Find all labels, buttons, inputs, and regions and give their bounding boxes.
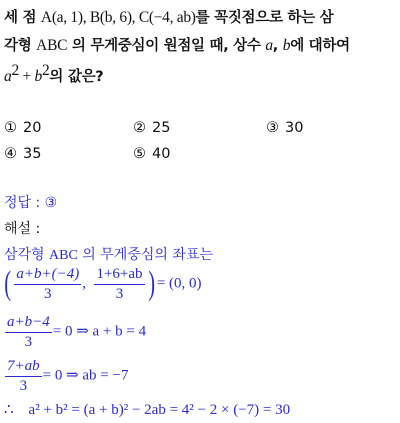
explain-label: 해설 : bbox=[4, 221, 41, 237]
question-text-2a: 각형 bbox=[4, 38, 37, 54]
therefore-symbol: ∴ bbox=[4, 402, 14, 418]
choice-4-value: 35 bbox=[23, 146, 42, 162]
var-a: a bbox=[265, 37, 273, 54]
question-line-1 bbox=[4, 6, 333, 27]
question-line-3: $a^2 + b^2$의 값은? bbox=[4, 62, 104, 85]
eq2-denominator: 3 bbox=[24, 333, 33, 350]
choice-4-number: ④ bbox=[4, 146, 17, 162]
question-text-1b: 를 꼭짓점으로 하는 삼 bbox=[195, 10, 334, 26]
right-paren: ) bbox=[147, 265, 155, 302]
choice-3-number: ③ bbox=[266, 120, 279, 136]
choice-5[interactable] bbox=[133, 146, 170, 162]
choice-5-value: 40 bbox=[152, 146, 171, 162]
answer-label: 정답 : ③ bbox=[4, 195, 58, 211]
eq3-numerator: 7+ab bbox=[5, 358, 42, 377]
choice-3-value: 30 bbox=[285, 120, 304, 136]
triangle-name: ABC bbox=[36, 37, 68, 54]
comma-sep: , bbox=[82, 275, 86, 292]
choice-2[interactable] bbox=[133, 120, 170, 136]
question-text-3: 의 값은? bbox=[49, 68, 104, 85]
choice-2-value: 25 bbox=[152, 120, 171, 136]
choice-4[interactable] bbox=[4, 146, 41, 162]
fraction-y-denominator: 3 bbox=[115, 285, 124, 302]
eq3-denominator: 3 bbox=[19, 377, 28, 394]
final-equation-text: a² + b² = (a + b)² − 2ab = 4² − 2 × (−7) = 30 bbox=[28, 402, 291, 418]
fraction-x-denominator: 3 bbox=[44, 285, 52, 302]
fraction-x bbox=[14, 266, 81, 302]
expr-b: b bbox=[34, 67, 42, 85]
choice-1[interactable] bbox=[4, 120, 41, 136]
fraction-y bbox=[94, 266, 144, 302]
points-abc: A(a, 1), B(b, 6), C(−4, ab) bbox=[40, 9, 196, 26]
fraction-eq3 bbox=[5, 358, 42, 394]
centroid-text-b: 의 무게중심의 좌표는 bbox=[82, 247, 213, 263]
choice-1-number: ① bbox=[4, 120, 17, 136]
fraction-x-numerator: a+b+(−4) bbox=[14, 266, 81, 285]
choice-5-number: ⑤ bbox=[133, 146, 146, 162]
choice-2-number: ② bbox=[133, 120, 146, 136]
choice-1-value: 20 bbox=[23, 120, 42, 136]
question-line-2 bbox=[4, 34, 350, 55]
eq2-numerator: a+b−4 bbox=[5, 314, 52, 333]
comma: , bbox=[272, 38, 283, 54]
question-text-2c: 에 대하여 bbox=[290, 38, 350, 54]
equation-centroid bbox=[2, 266, 202, 302]
left-paren: ( bbox=[4, 265, 12, 302]
equation-final bbox=[4, 400, 290, 419]
centroid-triangle: ABC bbox=[49, 248, 78, 263]
equation-y bbox=[4, 358, 128, 394]
eq2-rhs: = 0 ⇒ a + b = 4 bbox=[52, 323, 147, 340]
fraction-y-numerator: 1+6+ab bbox=[94, 266, 144, 285]
equation-x bbox=[4, 314, 146, 350]
var-b: b bbox=[282, 37, 291, 54]
question-text-2b: 의 무게중심이 원점일 때, 상수 bbox=[71, 38, 266, 54]
equation-centroid-rhs: = (0, 0) bbox=[156, 275, 202, 292]
fraction-eq2 bbox=[5, 314, 52, 350]
plus-sign: + bbox=[18, 67, 35, 85]
expr-a: a bbox=[4, 67, 12, 85]
question-text-1a: 세 점 bbox=[4, 10, 41, 26]
centroid-text-a: 삼각형 bbox=[4, 247, 50, 263]
eq3-rhs: = 0 ⇒ ab = −7 bbox=[42, 367, 129, 384]
centroid-intro bbox=[4, 244, 213, 264]
choice-3[interactable] bbox=[266, 120, 303, 136]
